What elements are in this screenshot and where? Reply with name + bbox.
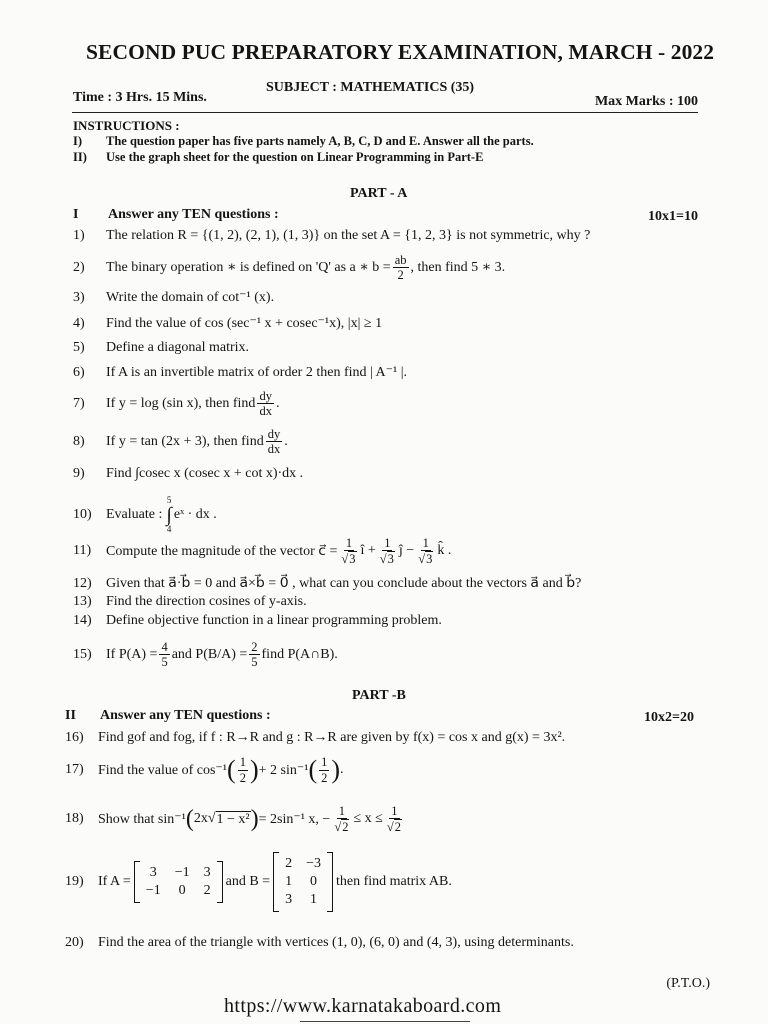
question-text: Find the direction cosines of y-axis. bbox=[106, 594, 307, 609]
question-text: If y = log (sin x), then find bbox=[106, 395, 256, 411]
question-num: 3) bbox=[73, 289, 85, 305]
section-text: Answer any TEN questions : bbox=[108, 207, 279, 222]
question-text-end: . bbox=[284, 433, 288, 449]
question-text-end: . bbox=[275, 395, 280, 411]
question-text-mid: + 2 sin⁻¹ bbox=[258, 762, 309, 778]
question-8 bbox=[73, 427, 288, 457]
question-num: 4) bbox=[73, 315, 85, 331]
question-7 bbox=[73, 389, 279, 419]
question-num: 13) bbox=[73, 594, 92, 609]
question-text-mid: = 2sin⁻¹ x, − bbox=[258, 811, 331, 827]
question-text: Find the value of cos⁻¹ bbox=[98, 762, 228, 778]
question-num: 11) bbox=[73, 543, 92, 559]
question-13 bbox=[73, 594, 307, 610]
fraction: $\frac{1}{√3}$ bbox=[379, 536, 394, 567]
question-num: 14) bbox=[73, 613, 92, 628]
question-10 bbox=[73, 496, 217, 534]
fraction: $\frac{ab}{2}$ bbox=[394, 253, 407, 283]
question-18: 18) Show that sin⁻¹ ( 2x √ 1 − x² ) = 2sin⁻¹ x, − $\frac{1}{√2}$ ≤ x ≤ $\frac{1}{√2}$ bbox=[65, 804, 406, 835]
question-text: Write the domain of cot⁻¹ (x). bbox=[106, 290, 275, 305]
question-11 bbox=[73, 536, 451, 567]
question-text: Find gof and fog, if f : R→R and g : R→R are given by f(x) = cos x and g(x) = 3x². bbox=[98, 730, 566, 745]
question-text: The relation R = {(1, 2), (2, 1), (1, 3)} on the set A = {1, 2, 3} is not symmetric, why ? bbox=[106, 228, 591, 243]
question-text: If P(A) = bbox=[106, 646, 158, 662]
instruction-text: Use the graph sheet for the question on Linear Programming in Part-E bbox=[106, 150, 484, 164]
question-19 bbox=[65, 852, 452, 912]
question-num: 20) bbox=[65, 935, 84, 950]
fraction: $\frac{2}{5}$ bbox=[251, 640, 258, 670]
question-text: Define objective function in a linear programming problem. bbox=[106, 613, 442, 628]
fraction: $\frac{1}{2}$ bbox=[239, 755, 246, 785]
section-num: II bbox=[65, 708, 76, 723]
fraction: $\frac{4}{5}$ bbox=[161, 640, 168, 670]
unit-i: î + bbox=[360, 543, 376, 559]
question-text-end: , then find 5 ∗ 3. bbox=[410, 260, 506, 276]
question-num: 15) bbox=[73, 646, 92, 662]
question-text: Given that a⃗·b⃗ = 0 and a⃗×b⃗ = 0⃗ , what can you conclude about the vectors a⃗ and b⃗? bbox=[106, 576, 582, 591]
question-20 bbox=[65, 935, 574, 951]
part-b-title: PART -B bbox=[352, 688, 406, 703]
question-text: Find ∫cosec x (cosec x + cot x)·dx . bbox=[106, 466, 304, 481]
question-num: 12) bbox=[73, 575, 92, 591]
fraction: $\frac{dy}{dx}$ bbox=[267, 427, 281, 457]
question-text-end: then find matrix AB. bbox=[335, 874, 452, 889]
fraction: $\frac{dy}{dx}$ bbox=[259, 389, 272, 419]
question-num: 10) bbox=[73, 507, 92, 522]
unit-k: k̂ . bbox=[437, 543, 452, 559]
question-text: Find the area of the triangle with vertices (1, 0), (6, 0) and (4, 3), using determinants. bbox=[98, 935, 574, 950]
question-num: 16) bbox=[65, 730, 84, 745]
question-12 bbox=[73, 575, 581, 592]
pto-label: (P.T.O.) bbox=[666, 976, 710, 991]
instruction-text: The question paper has five parts namely A, B, C, D and E. Answer all the parts. bbox=[106, 134, 534, 148]
matrix-a: 3 −1 3 −1 0 2 bbox=[134, 861, 223, 903]
question-num: 17) bbox=[65, 762, 84, 777]
question-4 bbox=[73, 315, 382, 332]
question-text: The binary operation ∗ is defined on 'Q' as a ∗ b = bbox=[106, 260, 391, 276]
section-text: Answer any TEN questions : bbox=[100, 708, 271, 723]
section-ii-score: 10x2=20 bbox=[644, 710, 694, 725]
section-i-heading bbox=[73, 207, 279, 223]
question-text-end: find P(A∩B). bbox=[261, 646, 338, 662]
question-num: 5) bbox=[73, 340, 85, 355]
definite-integral: 5 ∫ 4 bbox=[166, 495, 172, 534]
question-text-inner: 2x bbox=[193, 811, 208, 827]
fraction: $\frac{1}{√3}$ bbox=[341, 536, 356, 567]
question-text: Compute the magnitude of the vector c⃗ = bbox=[106, 543, 338, 559]
question-text: Show that sin⁻¹ bbox=[98, 811, 186, 827]
instructions-heading: INSTRUCTIONS : bbox=[73, 118, 180, 133]
question-text: If y = tan (2x + 3), then find bbox=[106, 433, 264, 449]
question-1 bbox=[73, 228, 590, 244]
instruction-num: I) bbox=[73, 134, 83, 148]
question-text: Find the value of cos (sec⁻¹ x + cosec⁻¹x), |x| ≥ 1 bbox=[106, 316, 383, 331]
radicand: 1 − x² bbox=[216, 811, 250, 827]
question-text: If A = bbox=[98, 874, 131, 889]
question-num: 9) bbox=[73, 466, 85, 481]
question-5 bbox=[73, 340, 249, 356]
section-num: I bbox=[73, 207, 79, 222]
question-16 bbox=[65, 730, 565, 746]
question-num: 19) bbox=[65, 874, 84, 889]
question-text-rel: ≤ x ≤ bbox=[353, 811, 383, 827]
question-17: 17) Find the value of cos⁻¹ ( $\frac{1}{2}$ ) + 2 sin⁻¹ ( $\frac{1}{2}$ ) . bbox=[65, 755, 344, 785]
question-num: 1) bbox=[73, 228, 85, 243]
instruction-item bbox=[73, 134, 534, 149]
question-15 bbox=[73, 640, 338, 670]
question-num: 18) bbox=[65, 811, 84, 827]
fraction: $\frac{1}{2}$ bbox=[321, 755, 328, 785]
fraction: $\frac{1}{√3}$ bbox=[418, 536, 433, 567]
footer-underline bbox=[300, 1021, 470, 1022]
time-line: Time : 3 Hrs. 15 Mins. bbox=[73, 90, 207, 105]
question-14 bbox=[73, 613, 442, 629]
matrix-b: 2 −3 1 0 3 1 bbox=[273, 852, 333, 912]
question-num: 2) bbox=[73, 259, 85, 275]
exam-title: SECOND PUC PREPARATORY EXAMINATION, MARCH - 2022 bbox=[86, 40, 715, 64]
fraction: $\frac{1}{√2}$ bbox=[386, 804, 401, 835]
question-text-mid: and P(B/A) = bbox=[171, 646, 248, 662]
question-text: If A is an invertible matrix of order 2 then find | A⁻¹ |. bbox=[106, 365, 408, 380]
unit-j: ĵ − bbox=[398, 543, 415, 559]
question-3 bbox=[73, 289, 274, 306]
question-text-end: eˣ · dx . bbox=[173, 507, 217, 522]
section-i-score: 10x1=10 bbox=[648, 209, 698, 224]
question-text-mid: and B = bbox=[225, 874, 271, 889]
section-ii-heading bbox=[65, 708, 271, 724]
question-9 bbox=[73, 466, 303, 482]
question-text-end: . bbox=[340, 762, 344, 777]
instruction-item bbox=[73, 150, 483, 165]
question-text: Evaluate : bbox=[106, 507, 163, 522]
question-num: 6) bbox=[73, 364, 85, 380]
part-a-title: PART - A bbox=[350, 186, 408, 201]
subject-line: SUBJECT : MATHEMATICS (35) bbox=[266, 80, 475, 95]
question-6 bbox=[73, 364, 407, 381]
question-text: Define a diagonal matrix. bbox=[106, 340, 250, 355]
question-2 bbox=[73, 253, 505, 283]
instruction-num: II) bbox=[73, 150, 87, 164]
fraction: $\frac{1}{√2}$ bbox=[334, 804, 349, 835]
max-marks: Max Marks : 100 bbox=[594, 94, 698, 109]
footer-url[interactable]: https://www.karnatakaboard.com bbox=[224, 995, 502, 1017]
question-num: 8) bbox=[73, 433, 85, 449]
header-divider bbox=[72, 112, 698, 113]
question-num: 7) bbox=[73, 395, 85, 411]
